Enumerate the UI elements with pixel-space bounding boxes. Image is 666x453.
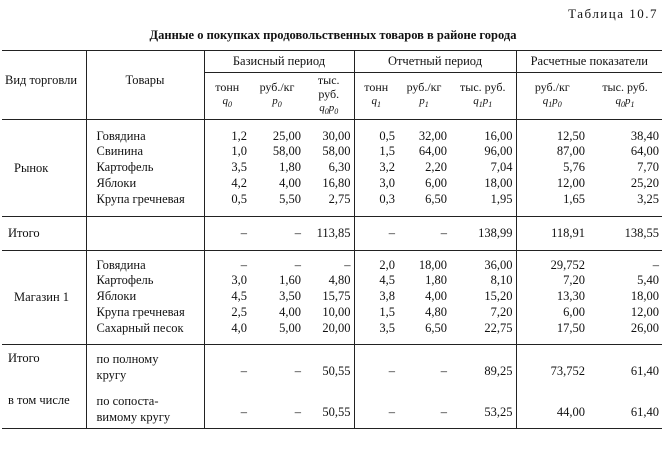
- table-row: [2, 192, 662, 217]
- total-label: Итого: [8, 226, 40, 241]
- value-cell: 0,5: [354, 120, 398, 144]
- value-cell: –: [354, 217, 398, 251]
- value-cell: –: [294, 226, 301, 241]
- value-cell: 50,55: [322, 405, 351, 420]
- value-cell: –: [440, 226, 447, 241]
- value-cell: 2,0: [354, 251, 398, 273]
- value-cell: 7,20: [516, 273, 588, 289]
- data-table: [2, 50, 662, 429]
- table-row: [2, 305, 662, 321]
- header-col-unit: тонн: [215, 80, 240, 94]
- value-cell: 15,75: [322, 289, 351, 304]
- value-cell: –: [440, 363, 447, 378]
- value-cell: 58,00: [272, 144, 301, 159]
- value-cell: 4,0: [204, 321, 250, 345]
- value-cell: 1,5: [354, 144, 398, 160]
- summary-row: [2, 387, 662, 429]
- good-name: Крупа гречневая: [86, 192, 204, 217]
- value-cell: 1,0: [204, 144, 250, 160]
- value-cell: –: [652, 257, 660, 272]
- shop-section: [2, 251, 662, 345]
- value-cell: 17,50: [516, 321, 588, 345]
- header-col-1: [204, 73, 250, 120]
- table-title: Данные о покупках продовольственных товаров в районе города: [149, 28, 517, 42]
- value-cell: 10,00: [322, 305, 351, 320]
- header-col-symbol: $q_1p_0$: [542, 95, 562, 110]
- table-row: [2, 176, 662, 192]
- header-col-symbol: $q_0p_1$: [615, 95, 635, 110]
- value-cell: 32,00: [418, 128, 447, 143]
- value-cell: 26,00: [630, 320, 660, 335]
- value-cell: 6,00: [425, 176, 447, 191]
- good-name: Сахарный песок: [86, 321, 204, 345]
- value-cell: 3,2: [354, 160, 398, 176]
- value-cell: –: [440, 405, 447, 420]
- value-cell: 36,00: [484, 257, 513, 272]
- value-cell: 4,5: [354, 273, 398, 289]
- header-col-3: [304, 73, 354, 120]
- header-calc: Расчетные показатели: [516, 51, 662, 73]
- table-row: [2, 160, 662, 176]
- value-cell: 5,76: [516, 160, 588, 176]
- value-cell: 12,00: [516, 176, 588, 192]
- header-col-5: [398, 73, 450, 120]
- summary-row: [2, 345, 662, 387]
- value-cell: 7,04: [490, 160, 513, 175]
- value-cell: 61,40: [630, 405, 660, 420]
- value-cell: 7,70: [637, 160, 660, 175]
- value-cell: 118,91: [516, 217, 588, 251]
- group-label: Магазин 1: [14, 290, 70, 305]
- value-cell: 50,55: [322, 363, 351, 378]
- value-cell: –: [204, 387, 250, 429]
- value-cell: –: [344, 257, 351, 272]
- header-col-symbol: $p_0$: [272, 95, 282, 110]
- value-cell: –: [354, 387, 398, 429]
- header-col-unit: руб./кг: [406, 80, 442, 94]
- summary-section: [2, 345, 662, 429]
- value-cell: 138,99: [478, 226, 513, 241]
- value-cell: 4,80: [328, 273, 351, 288]
- summary-sublabel-line1: по сопоста-: [96, 393, 159, 408]
- header-col-symbol: $q_0p_0$: [319, 102, 339, 117]
- value-cell: 25,00: [272, 128, 301, 143]
- value-cell: 13,30: [516, 289, 588, 305]
- summary-sublabel: [86, 387, 204, 429]
- summary-sublabel: [86, 345, 204, 387]
- table-row: [2, 289, 662, 305]
- good-name: Яблоки: [86, 289, 204, 305]
- value-cell: 64,00: [630, 144, 660, 159]
- value-cell: 25,20: [630, 176, 660, 191]
- value-cell: 64,00: [418, 144, 447, 159]
- table-row: [2, 273, 662, 289]
- value-cell: –: [354, 345, 398, 387]
- value-cell: 87,00: [516, 144, 588, 160]
- value-cell: 4,00: [279, 305, 301, 320]
- header-col-2: [250, 73, 304, 120]
- value-cell: 5,50: [279, 191, 301, 206]
- value-cell: 3,25: [637, 191, 660, 206]
- value-cell: 96,00: [484, 144, 513, 159]
- value-cell: 61,40: [630, 363, 660, 378]
- value-cell: 3,5: [204, 160, 250, 176]
- value-cell: 6,00: [516, 305, 588, 321]
- value-cell: –: [204, 251, 250, 273]
- market-section: [2, 120, 662, 217]
- value-cell: 4,00: [425, 289, 447, 304]
- table-caption: Таблица 10.7: [568, 6, 658, 21]
- value-cell: 6,30: [328, 160, 351, 175]
- value-cell: 1,60: [279, 273, 301, 288]
- table-row: [2, 144, 662, 160]
- value-cell: 53,25: [484, 405, 513, 420]
- header-trade-type: Вид торговли: [2, 51, 86, 120]
- good-name: Крупа гречневая: [86, 305, 204, 321]
- value-cell: 5,00: [279, 320, 301, 335]
- total-row: [2, 217, 662, 251]
- value-cell: 1,2: [204, 120, 250, 144]
- value-cell: 16,80: [322, 176, 351, 191]
- header-report-period: Отчетный период: [354, 51, 516, 73]
- table-row: [2, 321, 662, 345]
- value-cell: 113,85: [316, 226, 351, 241]
- value-cell: 4,2: [204, 176, 250, 192]
- value-cell: –: [294, 257, 301, 272]
- value-cell: 1,5: [354, 305, 398, 321]
- header-col-unit: тыс. руб.: [317, 73, 340, 101]
- header-col-unit: тонн: [364, 80, 389, 94]
- header-col-6: [450, 73, 516, 120]
- good-name: Свинина: [86, 144, 204, 160]
- value-cell: 18,00: [418, 257, 447, 272]
- summary-sublabel-line2: кругу: [96, 368, 127, 383]
- total-section: [2, 217, 662, 251]
- header-col-unit: тыс. руб.: [460, 80, 506, 94]
- header-col-unit: руб./кг: [259, 80, 295, 94]
- value-cell: 1,95: [490, 191, 513, 206]
- header-col-symbol: $q_1p_1$: [473, 95, 493, 110]
- header-col-symbol: $q_0$: [222, 95, 232, 110]
- value-cell: 16,00: [484, 128, 513, 143]
- value-cell: 89,25: [484, 363, 513, 378]
- header-col-8: [588, 73, 662, 120]
- value-cell: 2,75: [328, 191, 351, 206]
- good-name: Яблоки: [86, 176, 204, 192]
- summary-label: Итого: [8, 351, 40, 366]
- value-cell: 7,20: [490, 305, 513, 320]
- value-cell: 0,5: [204, 192, 250, 217]
- group-label: Рынок: [14, 160, 49, 175]
- header-col-4: [354, 73, 398, 120]
- value-cell: 12,00: [630, 305, 660, 320]
- value-cell: –: [294, 363, 301, 378]
- header-col-unit: руб./кг: [534, 80, 570, 94]
- value-cell: 8,10: [490, 273, 513, 288]
- value-cell: 73,752: [516, 345, 588, 387]
- value-cell: 3,5: [354, 321, 398, 345]
- value-cell: 38,40: [630, 128, 660, 143]
- value-cell: 6,50: [425, 191, 447, 206]
- summary-sublabel-line2: вимому кругу: [96, 409, 171, 424]
- value-cell: 3,0: [354, 176, 398, 192]
- value-cell: 3,50: [279, 289, 301, 304]
- value-cell: 3,8: [354, 289, 398, 305]
- header-col-7: [516, 73, 588, 120]
- value-cell: 6,50: [425, 320, 447, 335]
- value-cell: 29,752: [516, 251, 588, 273]
- value-cell: 5,40: [637, 273, 660, 288]
- value-cell: 1,80: [279, 160, 301, 175]
- value-cell: –: [204, 217, 250, 251]
- value-cell: 22,75: [484, 320, 513, 335]
- header-col-symbol: $p_1$: [419, 95, 429, 110]
- summary-sublabel-line1: по полному: [96, 352, 159, 367]
- value-cell: 4,80: [425, 305, 447, 320]
- value-cell: –: [294, 405, 301, 420]
- value-cell: 3,0: [204, 273, 250, 289]
- table-row: [2, 251, 662, 273]
- value-cell: –: [204, 345, 250, 387]
- table-row: [2, 120, 662, 144]
- value-cell: 44,00: [516, 387, 588, 429]
- value-cell: 4,5: [204, 289, 250, 305]
- value-cell: 0,3: [354, 192, 398, 217]
- header-goods: Товары: [86, 51, 204, 120]
- good-name: Говядина: [86, 120, 204, 144]
- header-base-period: Базисный период: [204, 51, 354, 73]
- value-cell: 18,00: [630, 289, 660, 304]
- value-cell: 58,00: [322, 144, 351, 159]
- good-name: Картофель: [86, 160, 204, 176]
- good-name: Картофель: [86, 273, 204, 289]
- value-cell: 20,00: [322, 320, 351, 335]
- value-cell: 18,00: [484, 176, 513, 191]
- value-cell: 4,00: [279, 176, 301, 191]
- header-col-unit: тыс. руб.: [602, 80, 648, 94]
- summary-label: в том числе: [8, 392, 70, 407]
- value-cell: 2,5: [204, 305, 250, 321]
- value-cell: 2,20: [425, 160, 447, 175]
- value-cell: 1,65: [516, 192, 588, 217]
- value-cell: 15,20: [484, 289, 513, 304]
- value-cell: 138,55: [624, 226, 660, 241]
- good-name: Говядина: [86, 251, 204, 273]
- header-col-symbol: $q_1$: [371, 95, 381, 110]
- value-cell: 30,00: [322, 128, 351, 143]
- value-cell: 1,80: [425, 273, 447, 288]
- value-cell: 12,50: [516, 120, 588, 144]
